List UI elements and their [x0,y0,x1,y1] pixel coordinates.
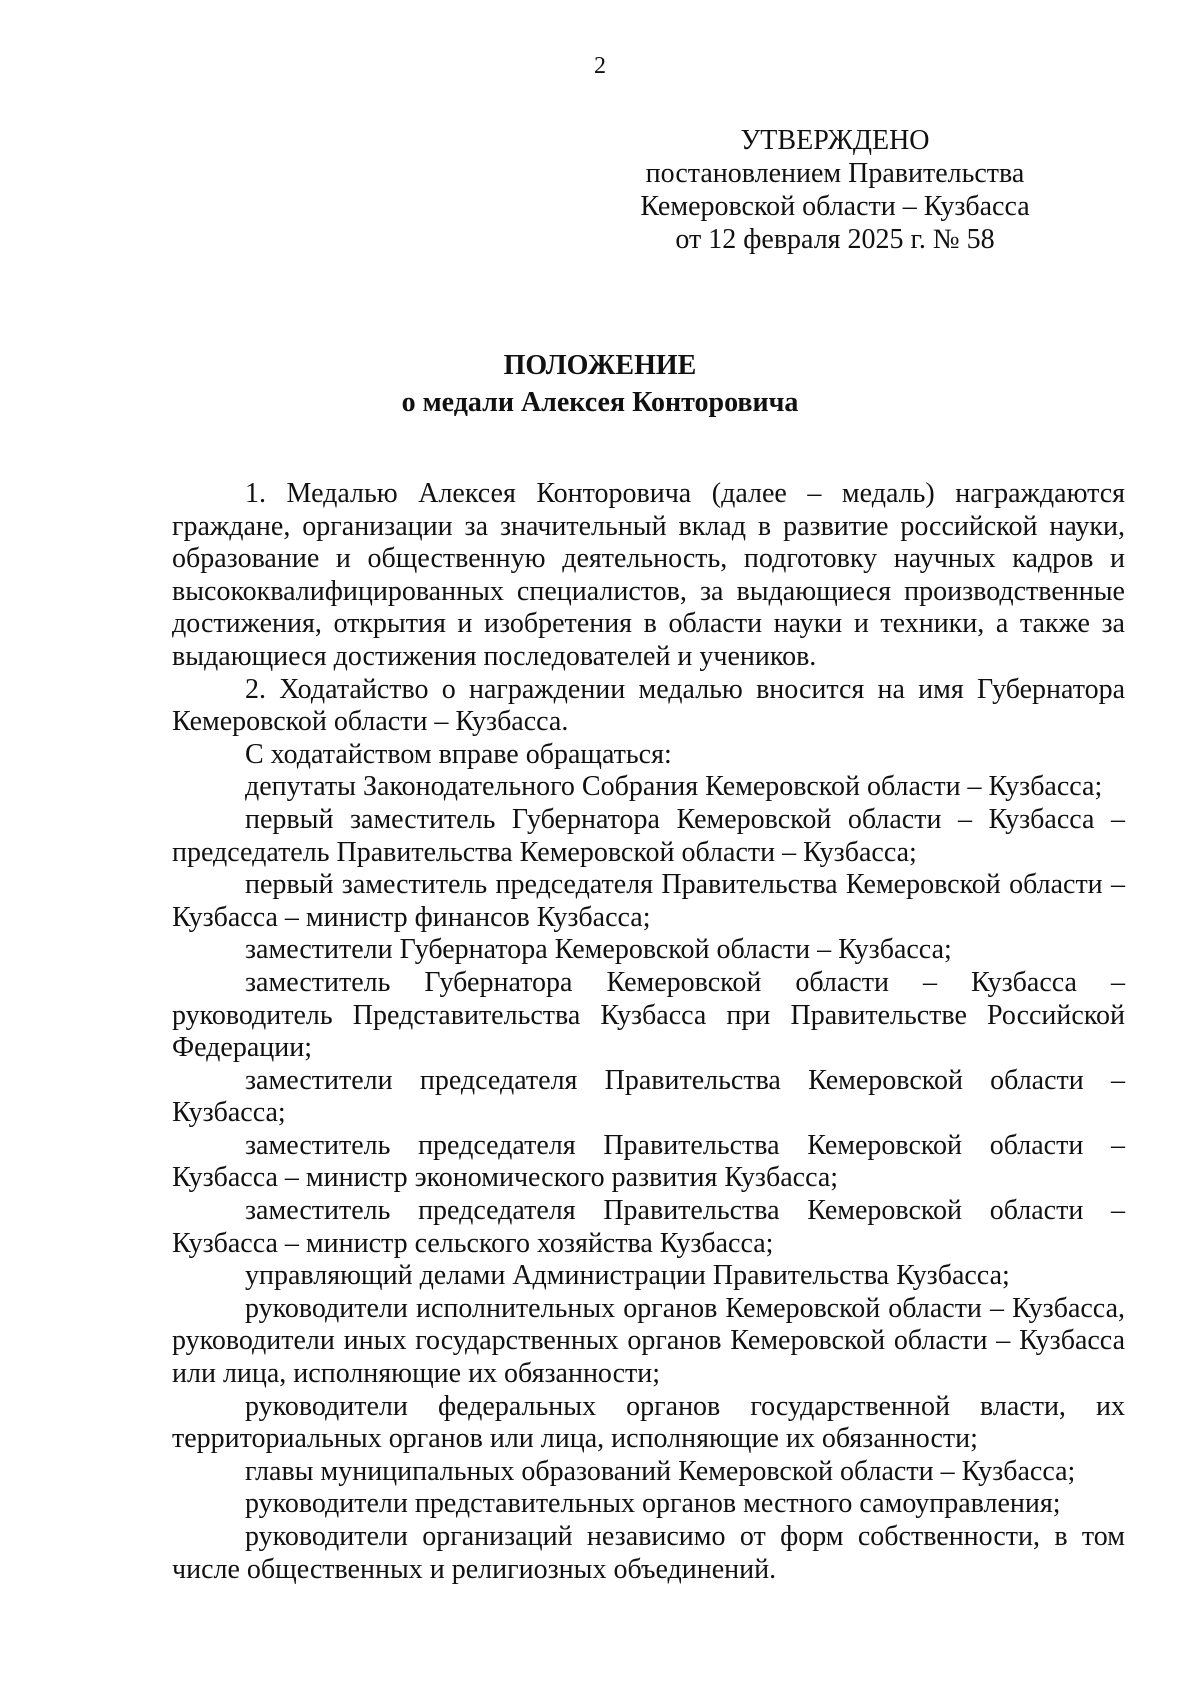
document-title [0,347,1200,421]
paragraph: руководители исполнительных органов Кемеровской области – Кузбасса, руководители иных государственных органов Кемеровской области – Кузбасса или лица, исполняющие их обязанности; [172,1292,1125,1390]
document-body [172,478,1125,1586]
paragraph: заместители председателя Правительства Кемеровской области – Кузбасса; [172,1064,1125,1129]
paragraph: заместители Губернатора Кемеровской области – Кузбасса; [245,934,952,966]
paragraph: заместитель Губернатора Кемеровской области – Кузбасса – руководитель Представительства Кузбасса при Правительстве Российской Федерации; [172,966,1125,1064]
paragraph: заместитель председателя Правительства Кемеровской области – Кузбасса – министр сельского хозяйства Кузбасса; [172,1195,1125,1259]
page-number: 2 [594,53,606,79]
paragraph: руководители организаций независимо от форм собственности, в том числе общественных и религиозных объединений. [172,1521,1125,1585]
paragraph: С ходатайством вправе обращаться: [245,738,672,770]
approval-line: УТВЕРЖДЕНО [740,125,930,156]
paragraph: руководители федеральных органов государственной власти, их территориальных органов или лица, исполняющие их обязанности; [172,1390,1125,1455]
approval-stamp [600,124,1070,256]
approval-line: от 12 февраля 2025 г. № 58 [675,224,995,255]
approval-line: постановлением Правительства [645,158,1025,189]
paragraph: депутаты Законодательного Собрания Кемеровской области – Кузбасса; [245,771,1103,803]
paragraph: 2. Ходатайство о награждении медалью вносится на имя Губернатора Кемеровской области – Кузбасса. [172,673,1125,738]
paragraph: главы муниципальных образований Кемеровской области – Кузбасса; [245,1455,1076,1487]
paragraph: 1. Медалью Алексея Конторовича (далее – медаль) награждаются граждане, организации за значительный вклад в развитие российской науки, образование и общественную деятельность, подготовку научных кадров и высококвалифицированных специалистов, за выдающиеся производственные достижения, открытия и изобретения в области науки и техники, а также за выдающиеся достижения последователей и учеников. [172,478,1125,672]
paragraph: управляющий делами Администрации Правительства Кузбасса; [245,1260,1010,1292]
title-main: ПОЛОЖЕНИЕ [503,350,697,381]
approval-line: Кемеровской области – Кузбасса [640,191,1030,222]
paragraph: первый заместитель председателя Правительства Кемеровской области – Кузбасса – министр финансов Кузбасса; [172,869,1125,933]
paragraph: заместитель председателя Правительства Кемеровской области – Кузбасса – министр экономического развития Кузбасса; [172,1129,1125,1194]
title-subtitle: о медали Алексея Конторовича [401,387,799,418]
paragraph: руководители представительных органов местного самоуправления; [245,1488,1061,1520]
paragraph: первый заместитель Губернатора Кемеровской области – Кузбасса – председатель Правительства Кемеровской области – Кузбасса; [172,803,1125,868]
